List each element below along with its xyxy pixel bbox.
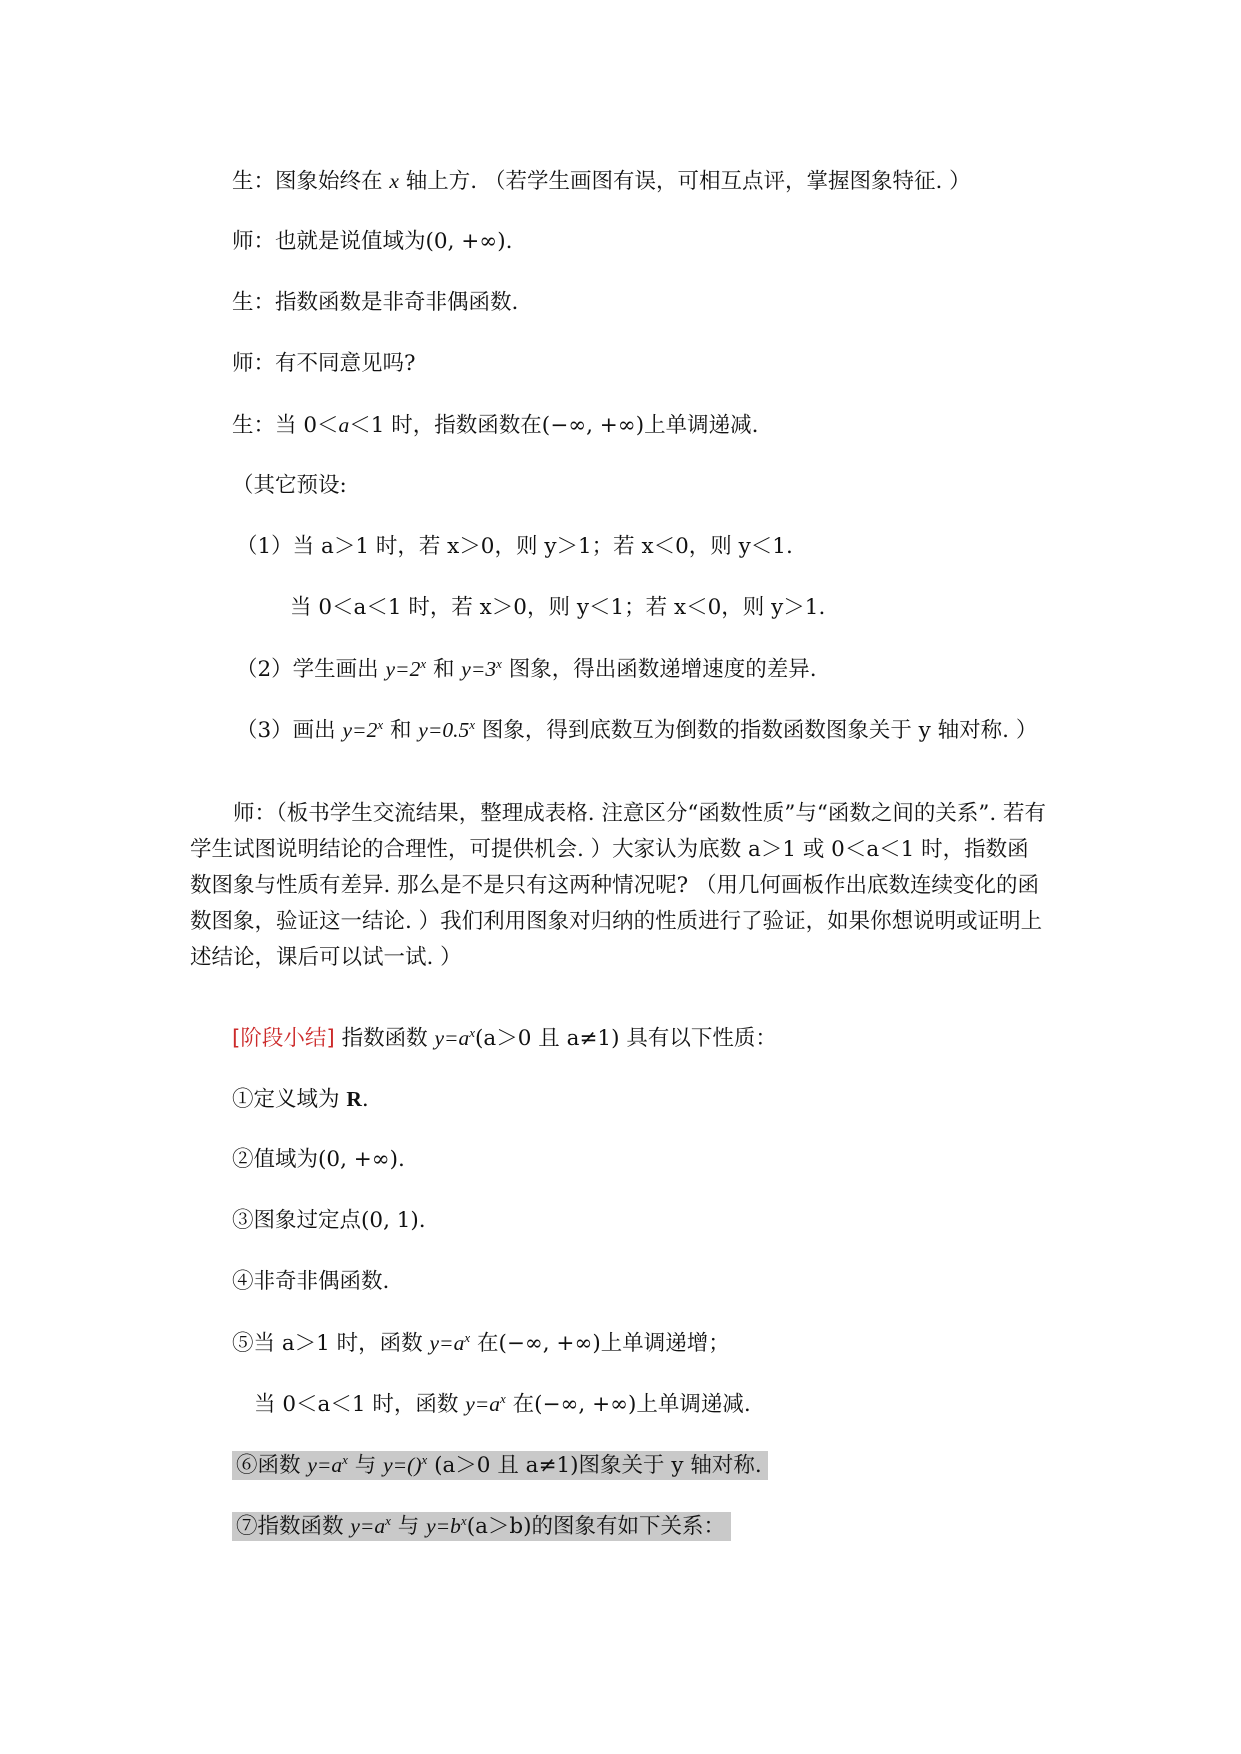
exponent: x bbox=[469, 716, 475, 732]
property-text: 与 bbox=[390, 1514, 427, 1539]
formula: y=2 bbox=[385, 657, 421, 681]
formula: y=a bbox=[307, 1453, 343, 1477]
math-variable: x bbox=[389, 169, 399, 193]
formula: y=b bbox=[426, 1514, 461, 1538]
dialogue-text: 当 0＜ bbox=[275, 413, 339, 438]
teacher-paragraph: 师：（板书学生交流结果，整理成表格. 注意区分“函数性质”与“函数之间的关系”. 若有学生试图说明结论的合理性，可提供机会. ）大家认为底数 a＞1 或 0＜a＜1 时，指数函数图象与性质有差异. 那么是不是只有这两种情况呢? （用几何画板作出底数连续变化的函数图象，验证这一结论. ）我们利用图象对归纳的性质进行了验证，如果你想说明或证明上述结论，课后可以试一试. ） bbox=[190, 801, 1047, 970]
formula: y=a bbox=[429, 1331, 465, 1355]
dialogue-text: ＜1 时，指数函数在(−∞, +∞)上单调递减. bbox=[349, 413, 759, 438]
property-text: (a＞b)的图象有如下关系： bbox=[466, 1514, 726, 1539]
summary-heading bbox=[232, 1022, 777, 1055]
summary-text: 指数函数 bbox=[334, 1026, 435, 1051]
speaker-label: 生 bbox=[232, 169, 254, 194]
speaker-label: 生 bbox=[232, 290, 254, 315]
formula: y=a bbox=[465, 1392, 500, 1416]
property-1 bbox=[232, 1083, 369, 1116]
property-text: 在(−∞, +∞)上单调递增； bbox=[470, 1331, 730, 1356]
dialogue-text: 指数函数是非奇非偶函数. bbox=[275, 290, 519, 315]
formula: y=2 bbox=[342, 718, 378, 742]
dialogue-line-5: 生：当 0＜a＜1 时，指数函数在(−∞, +∞)上单调递减. bbox=[232, 413, 759, 438]
exponent: x bbox=[342, 1451, 348, 1467]
math-variable: a bbox=[338, 413, 350, 437]
speaker-label: 师 bbox=[232, 229, 254, 254]
preset-1a: （1）当 a＞1 时，若 x＞0，则 y＞1；若 x＜0，则 y＜1. bbox=[236, 534, 793, 559]
exponent: x bbox=[420, 655, 427, 671]
preset-text: 图象，得出函数递增速度的差异. bbox=[501, 657, 817, 682]
highlighted-property bbox=[232, 1451, 768, 1480]
highlighted-property bbox=[232, 1512, 731, 1541]
exponent: x bbox=[377, 716, 384, 732]
property-text: 与 bbox=[347, 1453, 384, 1478]
dialogue-text: 图象始终在 bbox=[275, 169, 383, 194]
property-7 bbox=[232, 1510, 731, 1543]
exponent: x bbox=[460, 1512, 467, 1528]
preset-text: （3）画出 bbox=[236, 718, 343, 743]
preset-text: 和 bbox=[426, 657, 462, 682]
property-5a bbox=[232, 1327, 730, 1360]
preset-text: 图象，得到底数互为倒数的指数函数图象关于 y 轴对称. ） bbox=[475, 718, 1038, 743]
preset-1b: 当 0＜a＜1 时，若 x＞0，则 y＜1；若 x＜0，则 y＞1. bbox=[290, 595, 826, 620]
dialogue-line-1: 生：图象始终在 x 轴上方. （若学生画图有误，可相互点评，掌握图象特征. ） bbox=[232, 169, 971, 194]
property-text: ⑦指数函数 bbox=[236, 1514, 351, 1539]
preset-2 bbox=[236, 653, 817, 686]
property-text: (a＞0 且 a≠1)图象关于 y 轴对称. bbox=[427, 1453, 762, 1478]
formula: y=0.5 bbox=[418, 718, 470, 742]
formula: y=a bbox=[350, 1514, 386, 1538]
preset-text: 和 bbox=[383, 718, 419, 743]
exponent: x bbox=[496, 655, 502, 671]
dialogue-line-2: 师：也就是说值域为(0, +∞). bbox=[232, 229, 513, 254]
set-symbol: R bbox=[346, 1087, 362, 1111]
preset-intro: （其它预设: bbox=[232, 473, 347, 498]
property-4: ④非奇非偶函数. bbox=[232, 1269, 390, 1294]
property-2: ②值域为(0, +∞). bbox=[232, 1147, 405, 1172]
exponent: x bbox=[421, 1451, 428, 1467]
summary-label: [阶段小结] bbox=[232, 1026, 335, 1051]
formula: y=3 bbox=[461, 657, 497, 681]
property-5b bbox=[254, 1388, 751, 1421]
exponent: x bbox=[385, 1512, 391, 1528]
summary-text: (a＞0 且 a≠1) 具有以下性质： bbox=[475, 1026, 777, 1051]
property-text: ⑥函数 bbox=[236, 1453, 308, 1478]
formula: y=a bbox=[434, 1026, 470, 1050]
exponent: x bbox=[500, 1390, 506, 1406]
preset-text: （2）学生画出 bbox=[236, 657, 386, 682]
property-3: ③图象过定点(0, 1). bbox=[232, 1208, 426, 1233]
property-text: 在(−∞, +∞)上单调递减. bbox=[505, 1392, 751, 1417]
property-text: ⑤当 a＞1 时，函数 bbox=[232, 1331, 430, 1356]
property-text: ①定义域为 bbox=[232, 1087, 347, 1112]
dialogue-text: 轴上方. （若学生画图有误，可相互点评，掌握图象特征. ） bbox=[405, 169, 971, 194]
property-text: . bbox=[361, 1087, 369, 1112]
formula: y=() bbox=[383, 1453, 422, 1477]
dialogue-text: 也就是说值域为(0, +∞). bbox=[275, 229, 513, 254]
property-text: 当 0＜a＜1 时，函数 bbox=[254, 1392, 466, 1417]
exponent: x bbox=[469, 1024, 476, 1040]
speaker-label: 师 bbox=[232, 351, 254, 376]
dialogue-line-4: 师：有不同意见吗? bbox=[232, 351, 416, 376]
exponent: x bbox=[464, 1329, 471, 1345]
property-6 bbox=[232, 1449, 768, 1482]
dialogue-text: 有不同意见吗? bbox=[275, 351, 416, 376]
speaker-label: 生 bbox=[232, 413, 254, 438]
preset-3 bbox=[236, 714, 1037, 747]
dialogue-line-3: 生：指数函数是非奇非偶函数. bbox=[232, 290, 519, 315]
